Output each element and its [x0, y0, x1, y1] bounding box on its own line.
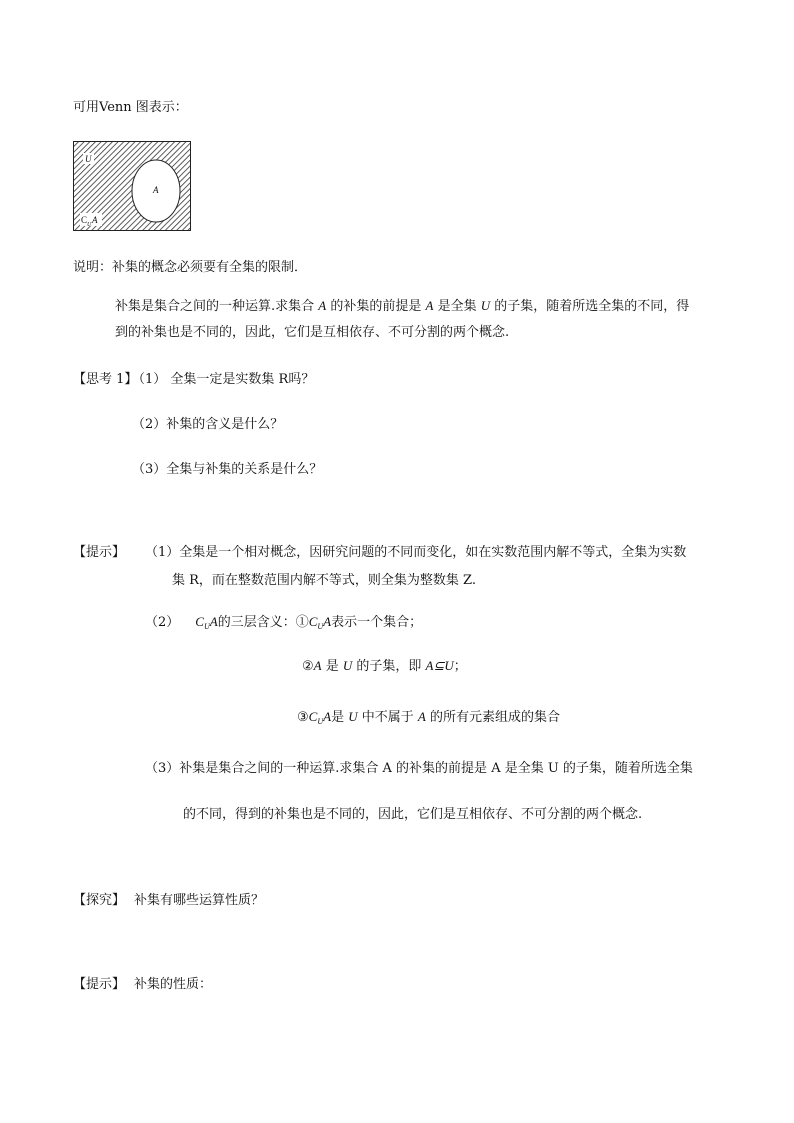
venn-diagram: [73, 141, 191, 231]
hint2-label: 【提示】: [73, 977, 126, 992]
hint-3-line1: （3）补集是集合之间的一种运算.求集合 A 的补集的前提是 A 是全集 U 的子集，随着所选全集: [145, 761, 693, 776]
explore-label: 【探究】: [73, 893, 126, 908]
venn-complement-sub: U: [87, 222, 92, 228]
venn-complement-c: C: [81, 215, 88, 225]
think-q2: （2）补集的含义是什么？: [132, 417, 284, 432]
think-q1: （1） 全集一定是实数集 R吗？: [132, 372, 315, 387]
hint2-text: 补集的性质：: [134, 977, 213, 992]
para1-line1: 补集是集合之间的一种运算.求集合 A 的补集的前提是 A 是全集 U 的子集，随着所选全集的不同，得: [115, 298, 690, 314]
intro-text: 可用Venn 图表示：: [73, 100, 188, 115]
hint-1-line1: （1）全集是一个相对概念，因研究问题的不同而变化，如在实数范围内解不等式，全集为实数: [145, 545, 687, 560]
hint-label: 【提示】: [73, 545, 126, 560]
venn-a-label: A: [153, 185, 159, 195]
hint-1-line2: 集 R，而在整数范围内解不等式，则全集为整数集 Z.: [172, 573, 476, 588]
explore-text: 补集有哪些运算性质？: [134, 893, 265, 908]
think-label: 【思考 1】: [73, 372, 138, 387]
hint-2-meaning2: ②A 是 U 的子集，即 A⊆U；: [302, 658, 467, 674]
hint-3-line2: 的不同，得到的补集也是不同的，因此，它们是互相依存、不可分割的两个概念.: [183, 807, 643, 822]
hint-2-meaning3: $③C_UA$是 U 中不属于 A 的所有元素组成的集合: [297, 709, 560, 726]
think-q3: （3）全集与补集的关系是什么？: [132, 462, 323, 477]
venn-complement-a: A: [92, 215, 98, 225]
para1-line2: 到的补集也是不同的，因此，它们是互相依存、不可分割的两个概念.: [115, 325, 510, 340]
venn-u-label: U: [85, 154, 92, 164]
hint-2-line: （2） $C_UA$的三层含义：$①C_UA$表示一个集合；: [145, 614, 423, 631]
note-text: 说明：补集的概念必须要有全集的限制．: [73, 260, 308, 275]
